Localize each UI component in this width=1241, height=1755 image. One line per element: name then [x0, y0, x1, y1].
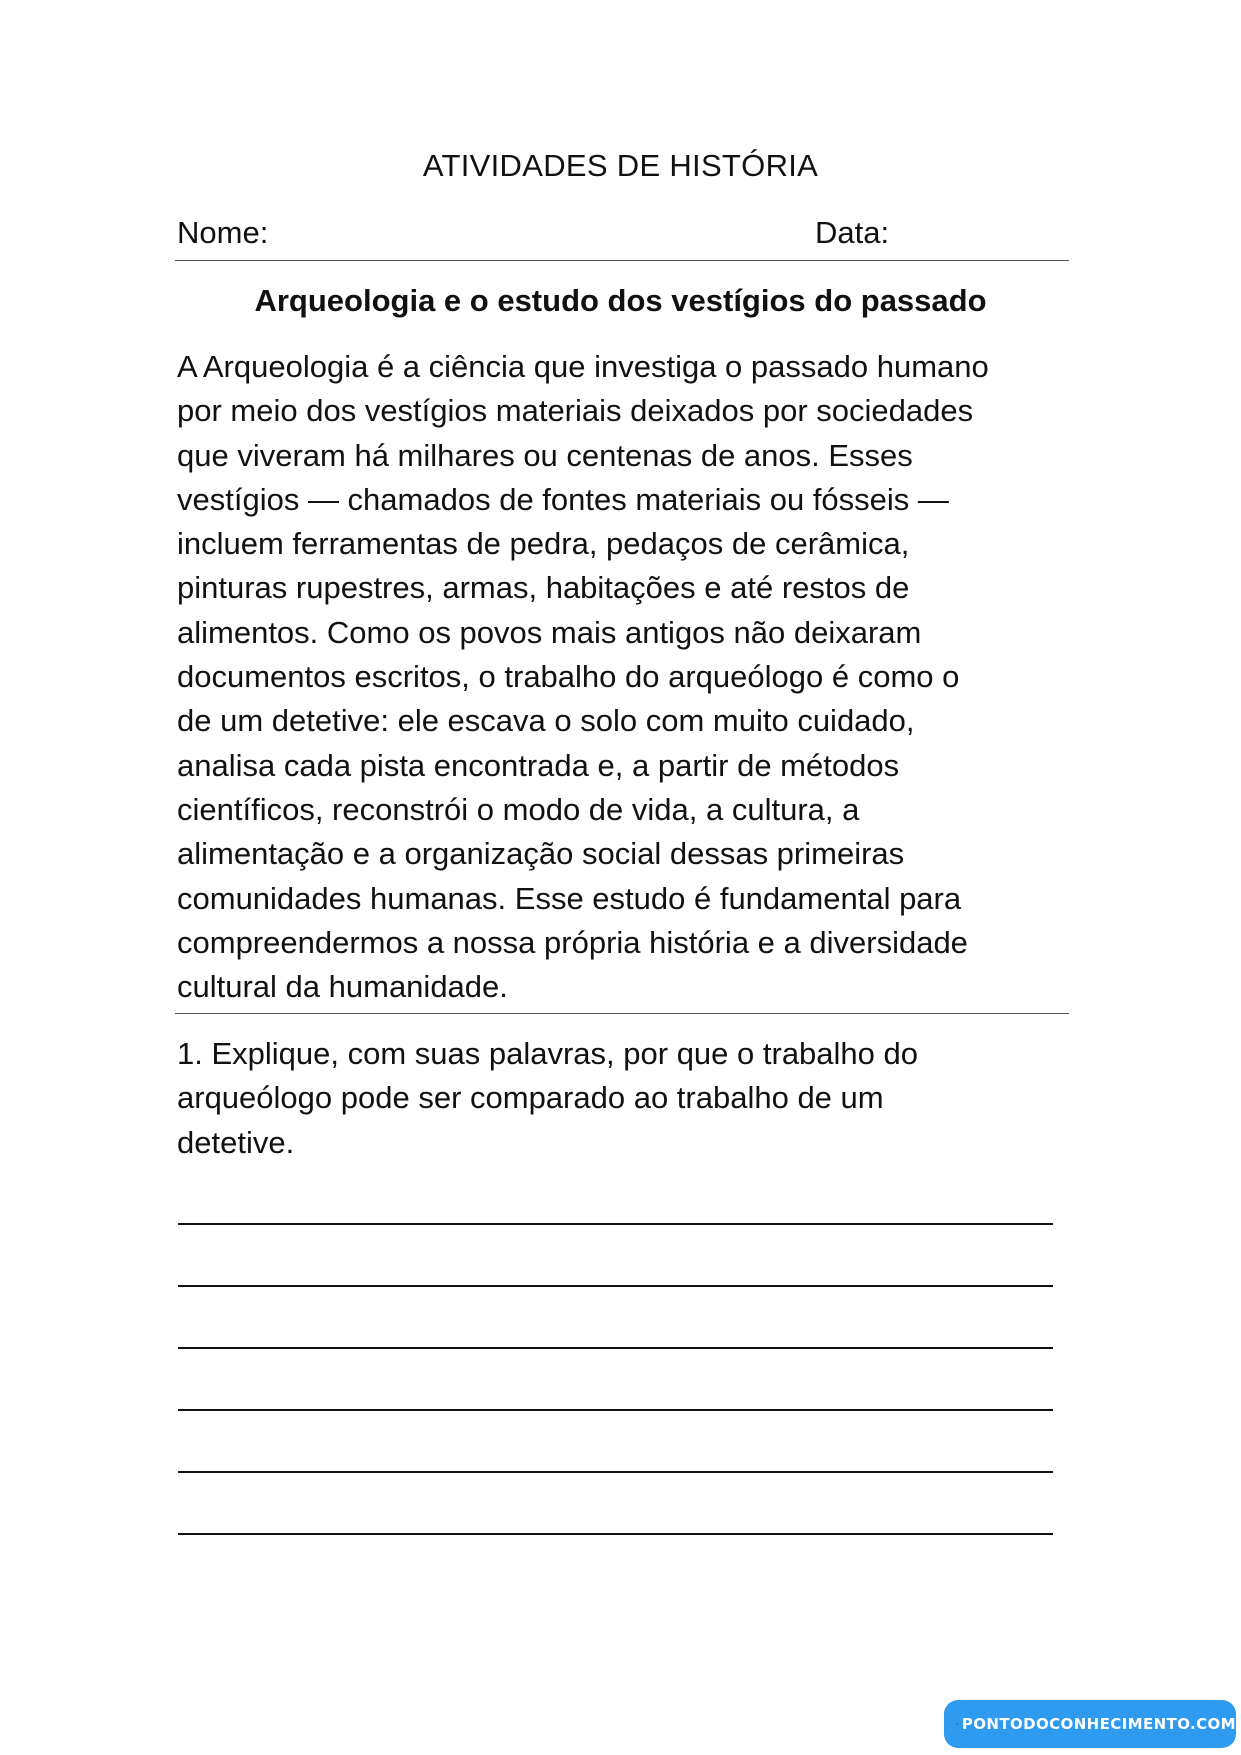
answer-line[interactable]	[178, 1471, 1053, 1473]
page-title: ATIVIDADES DE HISTÓRIA	[422, 148, 819, 183]
reading-paragraph	[177, 345, 1077, 1009]
question-line: detetive.	[177, 1124, 295, 1160]
paragraph-line: científicos, reconstrói o modo de vida, a cultura, a	[177, 791, 860, 827]
site-badge[interactable]	[944, 1700, 1236, 1748]
paragraph-line: por meio dos vestígios materiais deixados por sociedades	[177, 393, 974, 429]
paragraph-line: A Arqueologia é a ciência que investiga o passado humano	[177, 349, 989, 384]
answer-line[interactable]	[178, 1409, 1053, 1411]
answer-line[interactable]	[178, 1223, 1053, 1225]
question-line: arqueólogo pode ser comparado ao trabalho de um	[177, 1080, 884, 1116]
paragraph-line: que viveram há milhares ou centenas de anos. Esses	[177, 437, 913, 473]
header-divider	[175, 260, 1069, 261]
question-line: 1. Explique, com suas palavras, por que o trabalho do	[177, 1036, 919, 1071]
answer-line[interactable]	[178, 1347, 1053, 1349]
name-label: Nome:	[177, 215, 269, 250]
paragraph-line: alimentos. Como os povos mais antigos não deixaram	[177, 614, 922, 650]
section-heading: Arqueologia e o estudo dos vestígios do passado	[254, 283, 987, 318]
paragraph-line: cultural da humanidade.	[177, 969, 508, 1005]
question-1	[177, 1032, 1077, 1165]
answer-line[interactable]	[178, 1533, 1053, 1535]
paragraph-line: vestígios — chamados de fontes materiais ou fósseis —	[177, 481, 949, 517]
graduation-book-icon	[956, 1708, 958, 1740]
paragraph-line: documentos escritos, o trabalho do arqueólogo é como o	[177, 659, 960, 695]
section-divider	[175, 1013, 1069, 1014]
date-label: Data:	[815, 215, 890, 250]
paragraph-line: analisa cada pista encontrada e, a partir de métodos	[177, 747, 900, 783]
paragraph-line: comunidades humanas. Esse estudo é fundamental para	[177, 880, 962, 916]
paragraph-line: pinturas rupestres, armas, habitações e até restos de	[177, 570, 910, 606]
site-url[interactable]: PONTODOCONHECIMENTO.COM	[961, 1715, 1236, 1733]
paragraph-line: alimentação e a organização social dessas primeiras	[177, 836, 905, 872]
paragraph-line: compreendermos a nossa própria história e a diversidade	[177, 924, 968, 960]
paragraph-line: incluem ferramentas de pedra, pedaços de cerâmica,	[177, 526, 910, 562]
answer-line[interactable]	[178, 1285, 1053, 1287]
paragraph-line: de um detetive: ele escava o solo com muito cuidado,	[177, 703, 915, 739]
